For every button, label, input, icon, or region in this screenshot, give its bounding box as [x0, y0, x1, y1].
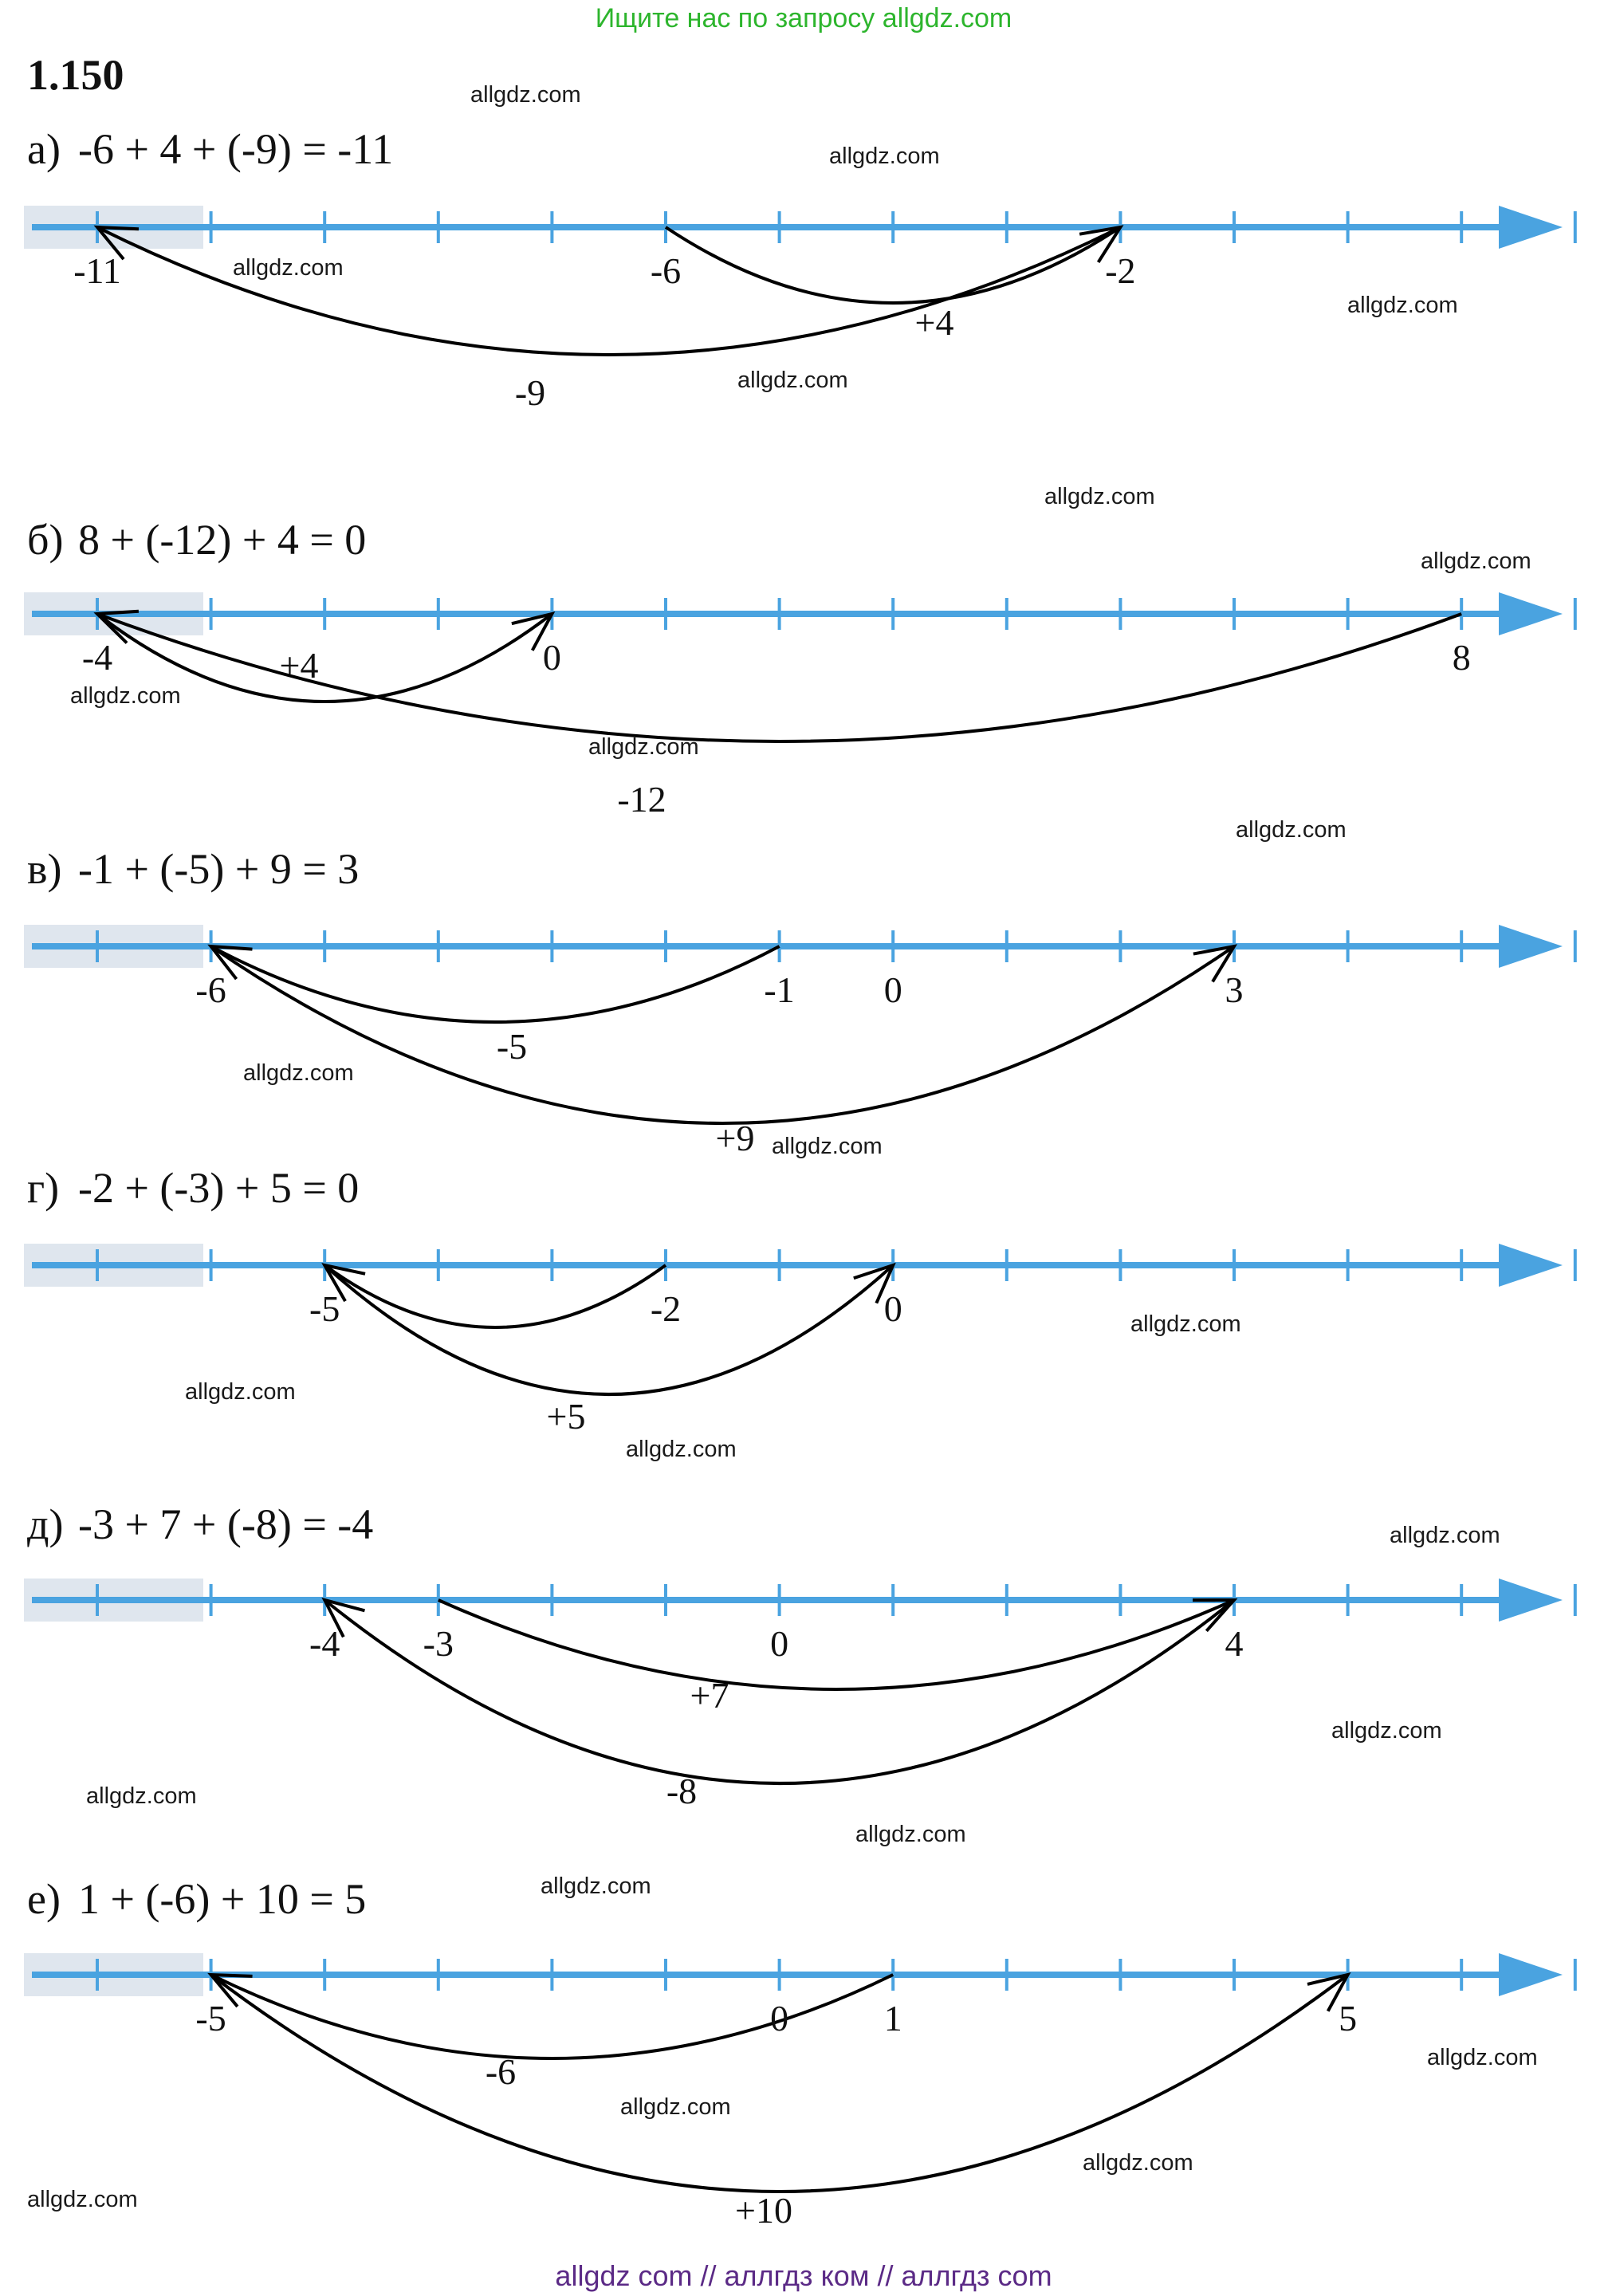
problem-number: 1.150	[27, 51, 124, 99]
watermark: allgdz.com	[70, 683, 181, 709]
point-label: 4	[1225, 1623, 1244, 1664]
axis-arrowhead	[1499, 592, 1563, 635]
point-label: 3	[1225, 969, 1244, 1010]
point-label: -5	[309, 1288, 340, 1329]
watermark: allgdz.com	[737, 368, 848, 393]
axis-arrowhead	[1499, 1244, 1563, 1287]
exercise-d	[24, 1500, 1575, 1811]
point-label: -4	[81, 637, 113, 678]
point-label: -4	[309, 1623, 340, 1664]
exercise-v	[24, 845, 1575, 1158]
axis-arrowhead	[1499, 925, 1563, 968]
bottom-banner[interactable]: allgdz com // аллгдз ком // аллгдз com	[555, 2259, 1052, 2292]
axis-arrowhead	[1499, 206, 1563, 249]
point-label: 1	[883, 1998, 902, 2038]
jump-label: -6	[485, 2051, 517, 2092]
watermark: allgdz.com	[1347, 293, 1458, 318]
number-line-g	[24, 1244, 1575, 1287]
watermark: allgdz.com	[620, 2094, 731, 2120]
watermark: allgdz.com	[772, 1134, 883, 1159]
jump-arc	[97, 227, 1120, 355]
point-label: -3	[423, 1623, 454, 1664]
watermark: allgdz.com	[1331, 1718, 1442, 1744]
watermark: allgdz.com	[588, 734, 699, 760]
exercise-e-label: е)	[27, 1875, 61, 1923]
watermark: allgdz.com	[185, 1379, 296, 1405]
point-label: 0	[542, 637, 561, 678]
exercise-b-equation: 8 + (-12) + 4 = 0	[78, 516, 367, 564]
point-label: 5	[1339, 1998, 1358, 2038]
watermark: allgdz.com	[1427, 2045, 1538, 2070]
jump-label: -5	[496, 1026, 528, 1067]
top-banner[interactable]: Ищите нас по запросу allgdz.com	[595, 3, 1012, 33]
watermark: allgdz.com	[1236, 817, 1347, 843]
watermark: allgdz.com	[626, 1437, 737, 1462]
jump-label: +4	[279, 645, 319, 686]
point-label: -11	[73, 250, 121, 291]
exercise-e	[24, 1875, 1575, 2231]
jump-arc	[438, 1600, 1234, 1689]
jump-label: +10	[735, 2190, 792, 2231]
watermark: allgdz.com	[1421, 548, 1531, 574]
watermark: allgdz.com	[1083, 2150, 1193, 2176]
number-line-a	[24, 206, 1575, 249]
exercise-g-equation: -2 + (-3) + 5 = 0	[78, 1164, 360, 1212]
watermark: allgdz.com	[855, 1822, 966, 1847]
number-line-d	[24, 1578, 1575, 1622]
number-line-v	[24, 925, 1575, 968]
jump-label: -8	[666, 1771, 698, 1811]
exercise-e-equation: 1 + (-6) + 10 = 5	[78, 1875, 367, 1923]
exercise-a-label: а)	[27, 125, 61, 173]
jump-arc	[324, 1265, 893, 1394]
point-label: 0	[883, 1288, 902, 1329]
jump-label: -9	[514, 372, 546, 413]
jump-label: +5	[546, 1396, 586, 1437]
watermark: allgdz.com	[86, 1783, 197, 1809]
watermark: allgdz.com	[1044, 484, 1155, 509]
exercise-d-equation: -3 + 7 + (-8) = -4	[78, 1500, 374, 1548]
point-label: -2	[1105, 250, 1136, 291]
jump-label: +7	[690, 1675, 729, 1716]
point-label: 0	[883, 969, 902, 1010]
point-label: -6	[650, 250, 682, 291]
watermark: allgdz.com	[233, 255, 344, 281]
watermark: allgdz.com	[1130, 1311, 1241, 1337]
exercise-g-label: г)	[27, 1164, 60, 1212]
point-label: -5	[195, 1998, 226, 2038]
watermark: allgdz.com	[470, 82, 581, 108]
watermark: allgdz.com	[541, 1873, 651, 1899]
watermark: allgdz.com	[1390, 1523, 1500, 1548]
point-label: 8	[1452, 637, 1471, 678]
exercise-v-equation: -1 + (-5) + 9 = 3	[78, 845, 360, 893]
point-label: -1	[764, 969, 795, 1010]
jump-arc	[211, 946, 780, 1022]
exercise-a-equation: -6 + 4 + (-9) = -11	[78, 125, 394, 173]
point-label: 0	[770, 1623, 789, 1664]
number-line-b	[24, 592, 1575, 635]
point-label: 0	[770, 1998, 789, 2038]
exercise-v-label: в)	[27, 845, 62, 893]
jump-label: +9	[715, 1118, 755, 1158]
axis-arrowhead	[1499, 1578, 1563, 1622]
exercise-d-label: д)	[27, 1500, 64, 1548]
point-label: -2	[650, 1288, 682, 1329]
jump-label: +4	[914, 302, 954, 343]
watermark: allgdz.com	[829, 144, 940, 169]
watermark: allgdz.com	[27, 2187, 138, 2212]
axis-arrowhead	[1499, 1953, 1563, 1996]
exercise-b-label: б)	[27, 516, 64, 564]
point-label: -6	[195, 969, 226, 1010]
exercise-b	[24, 516, 1575, 820]
jump-arc	[324, 1265, 666, 1327]
watermark: allgdz.com	[243, 1060, 354, 1086]
jump-label: -12	[617, 779, 666, 820]
